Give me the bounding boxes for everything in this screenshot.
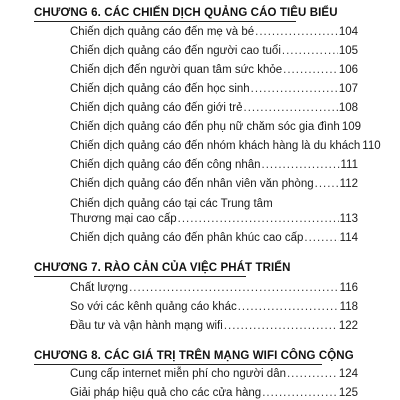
toc-entry[interactable] [70, 177, 358, 191]
leader-dots [282, 44, 338, 58]
toc-entry[interactable] [70, 386, 358, 400]
leader-dots [283, 63, 338, 77]
toc-entry[interactable] [70, 212, 358, 226]
leader-dots [262, 158, 340, 172]
toc-entry[interactable] [70, 101, 358, 115]
entry-title: Chiến dịch quảng cáo đến phụ nữ chăm sóc gia đình [70, 121, 340, 133]
leader-dots [262, 386, 338, 400]
leader-dots [224, 319, 338, 333]
entry-page: 107 [338, 83, 358, 95]
chapter-7-rule [34, 276, 246, 277]
leader-dots [304, 231, 338, 245]
toc-entry[interactable] [70, 44, 358, 58]
toc-entry[interactable] [70, 63, 358, 77]
entry-title: Chiến dịch quảng cáo đến công nhân [70, 159, 261, 171]
entry-page: 104 [338, 26, 358, 38]
entry-page: 111 [340, 159, 358, 171]
entry-page: 112 [339, 178, 358, 190]
chapter-7-heading: CHƯƠNG 7. RÀO CẢN CỦA VIỆC PHÁT TRIỂN [34, 262, 291, 274]
toc-entry[interactable] [70, 139, 381, 153]
entry-title: Chiến dịch đến người quan tâm sức khỏe [70, 64, 283, 76]
entry-title: Chiến dịch quảng cáo đến mẹ và bé [70, 26, 255, 38]
toc-entry[interactable] [70, 120, 362, 134]
toc-entry[interactable] [70, 25, 358, 39]
leader-dots [287, 367, 338, 381]
leader-dots [255, 25, 338, 39]
entry-title: Chiến dịch quảng cáo đến học sinh [70, 83, 250, 95]
entry-title: Chiến dịch quảng cáo đến giới trẻ [70, 102, 243, 114]
toc-entry[interactable] [70, 281, 358, 295]
toc-entry[interactable] [70, 82, 358, 96]
leader-dots [238, 300, 339, 314]
leader-dots [178, 212, 339, 226]
leader-dots [251, 82, 338, 96]
entry-title: Thương mại cao cấp [70, 213, 177, 225]
leader-dots [244, 101, 338, 115]
entry-page: 118 [339, 301, 358, 313]
leader-dots [129, 281, 339, 295]
entry-title: Đầu tư và vận hành mạng wifi [70, 320, 223, 332]
chapter-8-heading: CHƯƠNG 8. CÁC GIÁ TRỊ TRÊN MẠNG WIFI CÔNG CỘNG [34, 350, 354, 362]
entry-title: Chất lượng [70, 282, 129, 294]
entry-title: Cung cấp internet miễn phí cho người dân [70, 368, 286, 380]
entry-title: So với các kênh quảng cáo khác [70, 301, 237, 313]
toc-entry[interactable] [70, 300, 358, 314]
entry-page: 122 [338, 320, 358, 332]
entry-page: 108 [338, 102, 358, 114]
entry-title: Chiến dịch quảng cáo đến nhân viên văn phòng [70, 178, 314, 190]
toc-entry[interactable] [70, 367, 358, 381]
entry-page: 124 [338, 368, 358, 380]
entry-title: Chiến dịch quảng cáo đến phân khúc cao cấp [70, 232, 304, 244]
entry-page: 116 [339, 282, 358, 294]
entry-page: 106 [338, 64, 358, 76]
entry-title: Chiến dịch quảng cáo đến người cao tuổi [70, 45, 281, 57]
toc-entry[interactable] [70, 231, 358, 245]
entry-title: Chiến dịch quảng cáo đến nhóm khách hàng là du khách [70, 140, 361, 152]
toc-entry[interactable] [70, 158, 358, 172]
entry-page: 113 [339, 213, 358, 225]
entry-page: 114 [339, 232, 358, 244]
chapter-6-rule [34, 21, 296, 22]
entry-page: 105 [338, 45, 358, 57]
entry-page: 109 [341, 121, 362, 133]
entry-title: Giải pháp hiệu quả cho các cửa hàng [70, 387, 262, 399]
toc-entry[interactable] [70, 319, 358, 333]
entry-page: 110 [362, 140, 381, 152]
chapter-6-heading: CHƯƠNG 6. CÁC CHIẾN DỊCH QUẢNG CÁO TIÊU BIỂU [34, 7, 338, 19]
leader-dots [315, 177, 339, 191]
toc-entry-line1[interactable]: Chiến dịch quảng cáo tại các Trung tâm [70, 198, 273, 210]
entry-page: 125 [338, 387, 358, 399]
chapter-8-rule [34, 364, 322, 365]
